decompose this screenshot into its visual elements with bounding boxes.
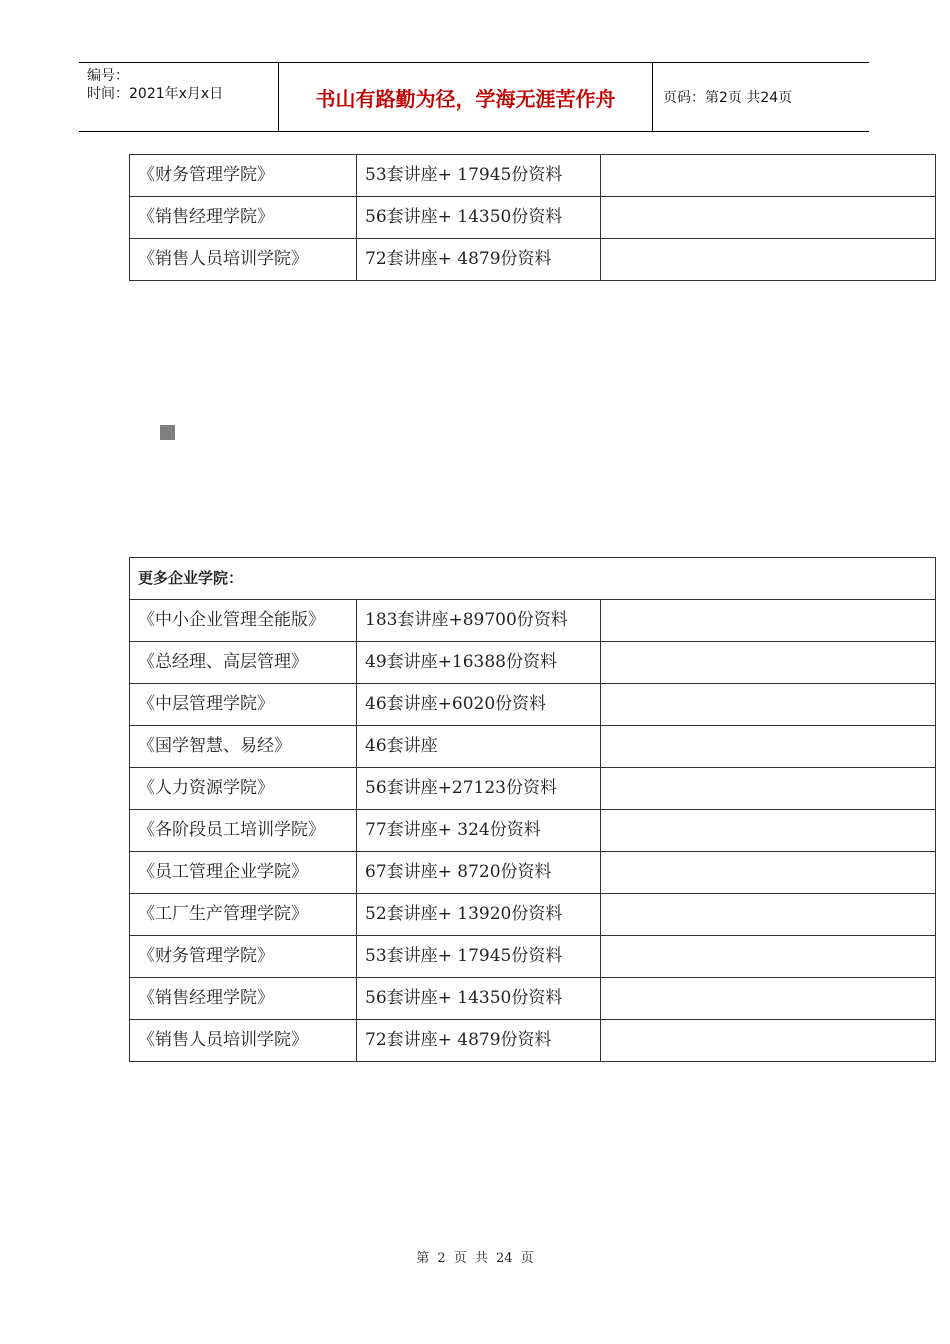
header-motto: 书山有路勤为径，学海无涯苦作舟	[279, 63, 653, 131]
row-content: 67套讲座+ 8720份资料	[357, 852, 601, 894]
row-name: 《各阶段员工培训学院》	[130, 810, 357, 852]
header-page-info: 页码：第2页 共24页	[663, 90, 793, 106]
row-note	[601, 894, 936, 936]
table-row	[130, 155, 936, 197]
row-name: 《中层管理学院》	[130, 684, 357, 726]
row-content: 46套讲座	[357, 726, 601, 768]
row-note	[601, 726, 936, 768]
row-content: 72套讲座+ 4879份资料	[357, 239, 601, 281]
table-title: 更多企业学院：	[130, 558, 936, 600]
row-note	[601, 197, 936, 239]
table-row	[130, 936, 936, 978]
row-note	[601, 642, 936, 684]
square-bullet-icon	[160, 425, 175, 440]
table-row	[130, 1020, 936, 1062]
row-content: 49套讲座+16388份资料	[357, 642, 601, 684]
table-row	[130, 239, 936, 281]
row-note	[601, 1020, 936, 1062]
table-row	[130, 197, 936, 239]
row-note	[601, 852, 936, 894]
row-content: 72套讲座+ 4879份资料	[357, 1020, 601, 1062]
row-name: 《销售人员培训学院》	[130, 239, 357, 281]
row-name: 《销售经理学院》	[130, 978, 357, 1020]
table-row	[130, 726, 936, 768]
row-name: 《销售经理学院》	[130, 197, 357, 239]
row-name: 《人力资源学院》	[130, 768, 357, 810]
row-content: 52套讲座+ 13920份资料	[357, 894, 601, 936]
table-row	[130, 978, 936, 1020]
page-footer: 第 2 页 共 24 页	[416, 1251, 534, 1266]
row-name: 《国学智慧、易经》	[130, 726, 357, 768]
row-note	[601, 978, 936, 1020]
row-note	[601, 239, 936, 281]
table-row	[130, 768, 936, 810]
row-name: 《财务管理学院》	[130, 155, 357, 197]
time-label: 时间：2021年x月x日	[87, 86, 224, 102]
row-note	[601, 936, 936, 978]
row-name: 《总经理、高层管理》	[130, 642, 357, 684]
table-academies-1	[129, 154, 936, 281]
number-label: 编号：	[87, 68, 129, 84]
row-name: 《财务管理学院》	[130, 936, 357, 978]
row-content: 53套讲座+ 17945份资料	[357, 155, 601, 197]
row-name: 《工厂生产管理学院》	[130, 894, 357, 936]
row-note	[601, 600, 936, 642]
row-note	[601, 768, 936, 810]
row-note	[601, 810, 936, 852]
table-row	[130, 600, 936, 642]
table-row	[130, 894, 936, 936]
table-row	[130, 852, 936, 894]
row-name: 《销售人员培训学院》	[130, 1020, 357, 1062]
header-meta	[79, 63, 279, 131]
row-name: 《中小企业管理全能版》	[130, 600, 357, 642]
row-content: 56套讲座+27123份资料	[357, 768, 601, 810]
row-content: 46套讲座+6020份资料	[357, 684, 601, 726]
row-name: 《员工管理企业学院》	[130, 852, 357, 894]
row-content: 77套讲座+ 324份资料	[357, 810, 601, 852]
row-content: 56套讲座+ 14350份资料	[357, 197, 601, 239]
table-academies-2	[129, 557, 936, 1062]
row-note	[601, 155, 936, 197]
row-content: 53套讲座+ 17945份资料	[357, 936, 601, 978]
table-row	[130, 642, 936, 684]
row-note	[601, 684, 936, 726]
table-title-row	[130, 558, 936, 600]
table-row	[130, 810, 936, 852]
row-content: 56套讲座+ 14350份资料	[357, 978, 601, 1020]
row-content: 183套讲座+89700份资料	[357, 600, 601, 642]
page-header	[79, 62, 869, 132]
table-row	[130, 684, 936, 726]
